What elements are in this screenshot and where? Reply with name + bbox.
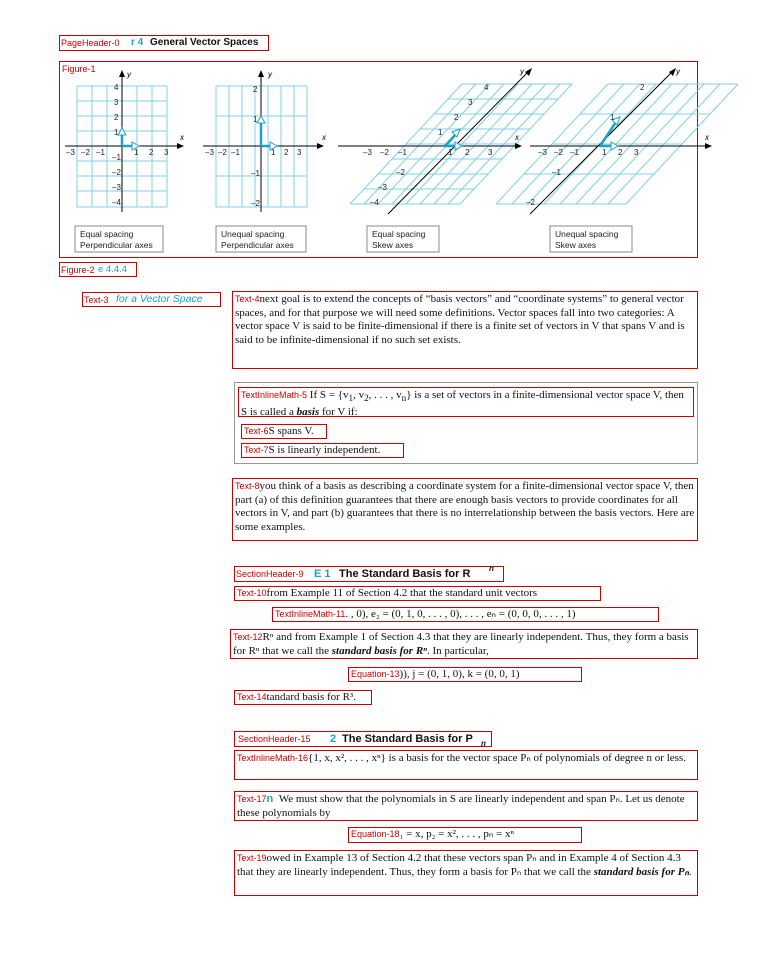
chapter-number: r 4 [131,37,144,48]
definition-item-a: Text-6S spans V. [241,424,327,439]
svg-text:–1: –1 [231,148,240,157]
figure-number: Figure-2 e 4.4.4 [59,262,137,277]
svg-text:3: 3 [634,148,639,157]
svg-text:–1: –1 [552,168,561,177]
ijk-equation: Equation-13)), j = (0, 1, 0), k = (0, 0, 1) [348,667,582,682]
svg-text:y: y [268,70,272,79]
svg-text:Equal spacing: Equal spacing [80,229,134,239]
ticks-panel-1 [66,83,169,207]
svg-text:Equal spacing: Equal spacing [372,229,426,239]
svg-text:1: 1 [602,148,607,157]
svg-text:–2: –2 [526,198,535,207]
svg-text:–4: –4 [112,198,121,207]
svg-text:2: 2 [149,148,154,157]
svg-text:Skew axes: Skew axes [372,240,414,250]
svg-text:Unequal spacing: Unequal spacing [555,229,619,239]
figure-canvas [60,62,709,257]
svg-text:1: 1 [448,148,453,157]
svg-text:2: 2 [454,113,459,122]
standard-basis-pn-text: Text-19owed in Example 13 of Section 4.2 that these vectors span Pₙ and in Example 4 of Section 4.3 that they are linearly independent. Thus, they form a basis for Pₙ that we call the standard basis for Pₙ. [234,850,698,896]
polynomial-basis-text: TextInlineMath-16{1, x, x², . . . , xⁿ} is a basis for the vector space Pₙ of polynomials of degree n or less. [234,750,698,780]
svg-text:3: 3 [297,148,302,157]
svg-text:y: y [676,67,680,76]
svg-text:2: 2 [465,148,470,157]
unit-vectors-math: TextInlineMath-11. , 0), e₂ = (0, 1, 0, . . . , 0), . . . , eₙ = (0, 0, 0, . . . , 1) [272,607,659,622]
margin-heading: Text-3 for a Vector Space [82,292,221,307]
svg-text:1: 1 [271,148,276,157]
basis-explanation: Text-8you think of a basis as describing a coordinate system for a finite-dimensional vector space V, then part (a) of this definition guarantees that there are enough basis vectors to provide coordinates for all vectors in V, and part (b) guarantees that there is no interrelationship between the basis vectors. Here are some examples. [232,478,698,541]
standard-basis-rn-text: Text-12Rⁿ and from Example 1 of Section 4.3 that they are linearly independent. Thus, they form a basis for Rⁿ that we call the standard basis for Rⁿ. In particular, [230,629,698,659]
svg-text:3: 3 [488,148,493,157]
svg-text:Perpendicular axes: Perpendicular axes [80,240,153,250]
svg-text:–2: –2 [396,168,405,177]
svg-text:–1: –1 [398,148,407,157]
svg-text:–2: –2 [554,148,563,157]
chapter-title: General Vector Spaces [150,37,259,48]
svg-text:2: 2 [640,83,645,92]
svg-text:2: 2 [284,148,289,157]
svg-text:3: 3 [164,148,169,157]
page-header [59,35,269,51]
solution-text: Text-17n We must show that the polynomials in S are linearly independent and span Pₙ. Let us denote these polynomials by [234,791,698,821]
svg-text:1: 1 [610,113,615,122]
figure-number-text: e 4.4.4 [98,264,128,275]
svg-text:–1: –1 [96,148,105,157]
unit-vectors-intro: Text-10from Example 11 of Section 4.2 that the standard unit vectors [234,586,601,601]
y-label-1: y [127,70,131,79]
svg-text:Perpendicular axes: Perpendicular axes [221,240,294,250]
svg-text:–1: –1 [251,169,260,178]
svg-text:–3: –3 [66,148,75,157]
svg-text:4: 4 [114,83,119,92]
svg-text:2: 2 [114,113,119,122]
svg-text:–2: –2 [112,168,121,177]
example-1-header: SectionHeader-9 E 1 The Standard Basis for R n [234,566,504,582]
svg-text:–3: –3 [538,148,547,157]
grid-panel-4 [496,84,738,204]
figure [59,61,709,258]
svg-text:–3: –3 [363,148,372,157]
basis-term: basis [296,405,320,418]
svg-text:1: 1 [114,128,119,137]
svg-text:Skew axes: Skew axes [555,240,597,250]
margin-heading-text: for a Vector Space [116,293,203,305]
svg-text:3: 3 [114,98,119,107]
svg-text:Unequal spacing: Unequal spacing [221,229,285,239]
svg-text:x: x [705,133,709,142]
svg-text:2: 2 [253,85,258,94]
definition-statement: TextInlineMath-5 If $S = \{v_1$, $v_2$, . . . , $v_n$} is a set of vectors in a finite-dimensional vector space V, then S is called a basis for V if: [238,387,694,417]
svg-text:2: 2 [618,148,623,157]
figure-tag: Figure-1 [62,64,96,74]
intro-paragraph: Text-4next goal is to extend the concepts of “basis vectors” and “coordinate systems” to general vector spaces, and for that purpose we will need some definitions. Vector spaces fall into two categories: A vector space V is said to be finite-dimensional if there is a finite set of vectors in V that spans V and is said to be infinite-dimensional if no such set exists. [232,291,698,369]
standard-basis-r3: Text-14tandard basis for R³. [234,690,372,705]
page-header-tag: PageHeader-0 [61,38,120,48]
svg-text:–2: –2 [380,148,389,157]
svg-text:1: 1 [438,128,443,137]
svg-text:–1: –1 [570,148,579,157]
svg-text:x: x [515,133,519,142]
panel-captions [75,226,632,252]
svg-text:4: 4 [484,83,489,92]
svg-text:3: 3 [468,98,473,107]
svg-text:–3: –3 [112,183,121,192]
svg-text:–4: –4 [370,198,379,207]
svg-text:–2: –2 [81,148,90,157]
svg-text:x: x [322,133,326,142]
svg-text:y: y [520,67,524,76]
x-label-1: x [180,133,184,142]
example-2-header: SectionHeader-15 2 The Standard Basis for P n [234,731,492,747]
svg-text:–2: –2 [251,199,260,208]
polynomials-equation: Equation-18₁ = x, p₂ = x², . . . , pₙ = xⁿ [348,827,582,843]
svg-text:–3: –3 [205,148,214,157]
svg-text:1: 1 [253,115,258,124]
svg-text:–1: –1 [112,153,121,162]
definition-item-b: Text-7S is linearly independent. [241,443,404,458]
svg-text:1: 1 [134,148,139,157]
svg-text:–2: –2 [218,148,227,157]
svg-text:–3: –3 [378,183,387,192]
